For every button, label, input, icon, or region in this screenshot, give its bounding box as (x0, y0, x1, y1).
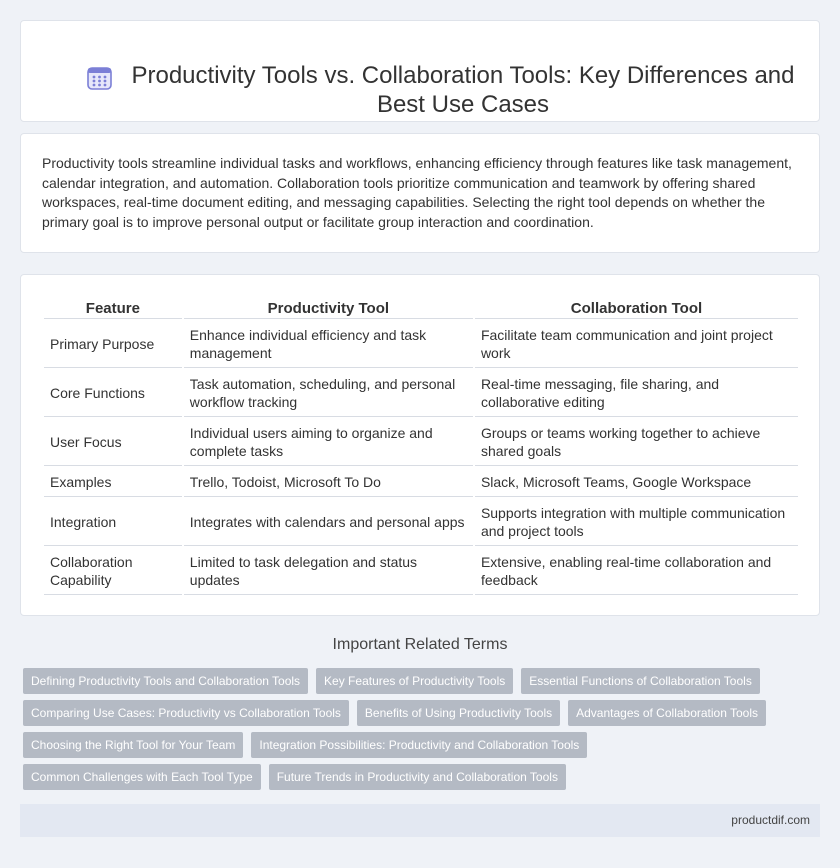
feature-cell: Integration (44, 499, 182, 546)
table-row (44, 370, 798, 417)
feature-cell: Core Functions (44, 370, 182, 417)
table-row (44, 321, 798, 368)
tag-row (23, 764, 803, 790)
related-term-tag[interactable]: Advantages of Collaboration Tools (568, 700, 766, 726)
footer-site-link[interactable]: productdif.com (731, 813, 810, 827)
collaboration-cell: Real-time messaging, file sharing, and collaborative editing (475, 370, 798, 417)
tag-row (23, 700, 803, 726)
table-row (44, 548, 798, 595)
table-row (44, 499, 798, 546)
header-productivity-tool: Productivity Tool (184, 297, 473, 319)
feature-cell: Collaboration Capability (44, 548, 182, 595)
tag-row (23, 668, 803, 694)
collaboration-cell: Groups or teams working together to achieve shared goals (475, 419, 798, 466)
related-term-tag[interactable]: Common Challenges with Each Tool Type (23, 764, 261, 790)
comparison-card (20, 274, 820, 616)
title-card (20, 20, 820, 122)
productivity-cell: Integrates with calendars and personal apps (184, 499, 473, 546)
feature-cell: Examples (44, 468, 182, 497)
related-term-tag[interactable]: Integration Possibilities: Productivity and Collaboration Tools (251, 732, 587, 758)
productivity-cell: Enhance individual efficiency and task management (184, 321, 473, 368)
related-term-tag[interactable]: Key Features of Productivity Tools (316, 668, 513, 694)
related-term-tag[interactable]: Future Trends in Productivity and Collaboration Tools (269, 764, 566, 790)
feature-cell: Primary Purpose (44, 321, 182, 368)
tag-row (23, 732, 803, 758)
table-row (44, 419, 798, 466)
comparison-table (42, 295, 800, 597)
related-term-tag[interactable]: Choosing the Right Tool for Your Team (23, 732, 243, 758)
calendar-grid-icon (87, 66, 112, 91)
collaboration-cell: Slack, Microsoft Teams, Google Workspace (475, 468, 798, 497)
collaboration-cell: Extensive, enabling real-time collaboration and feedback (475, 548, 798, 595)
collaboration-cell: Facilitate team communication and joint project work (475, 321, 798, 368)
collaboration-cell: Supports integration with multiple communication and project tools (475, 499, 798, 546)
productivity-cell: Individual users aiming to organize and complete tasks (184, 419, 473, 466)
table-header-row (44, 297, 798, 319)
related-term-tag[interactable]: Benefits of Using Productivity Tools (357, 700, 560, 726)
intro-paragraph: Productivity tools streamline individual tasks and workflows, enhancing efficiency through features like task management, calendar integration, and automation. Collaboration tools prioritize communication and teamwork by offering shared workspaces, real-time document editing, and messaging capabilities. Selecting the right tool depends on whether the primary goal is to improve personal output or facilitate group interaction and coordination. (42, 155, 792, 230)
related-term-tag[interactable]: Essential Functions of Collaboration Tools (521, 668, 760, 694)
productivity-cell: Trello, Todoist, Microsoft To Do (184, 468, 473, 497)
intro-card (20, 133, 820, 253)
productivity-cell: Limited to task delegation and status updates (184, 548, 473, 595)
header-collaboration-tool: Collaboration Tool (475, 297, 798, 319)
related-terms-list (23, 668, 803, 796)
productivity-cell: Task automation, scheduling, and personal workflow tracking (184, 370, 473, 417)
related-terms-heading: Important Related Terms (332, 636, 508, 653)
related-term-tag[interactable]: Comparing Use Cases: Productivity vs Collaboration Tools (23, 700, 349, 726)
header-feature: Feature (44, 297, 182, 319)
page-title: Productivity Tools vs. Collaboration Tools: Key Differences and Best Use Cases (131, 62, 795, 118)
feature-cell: User Focus (44, 419, 182, 466)
related-term-tag[interactable]: Defining Productivity Tools and Collaboration Tools (23, 668, 308, 694)
table-row (44, 468, 798, 497)
footer (20, 804, 820, 837)
